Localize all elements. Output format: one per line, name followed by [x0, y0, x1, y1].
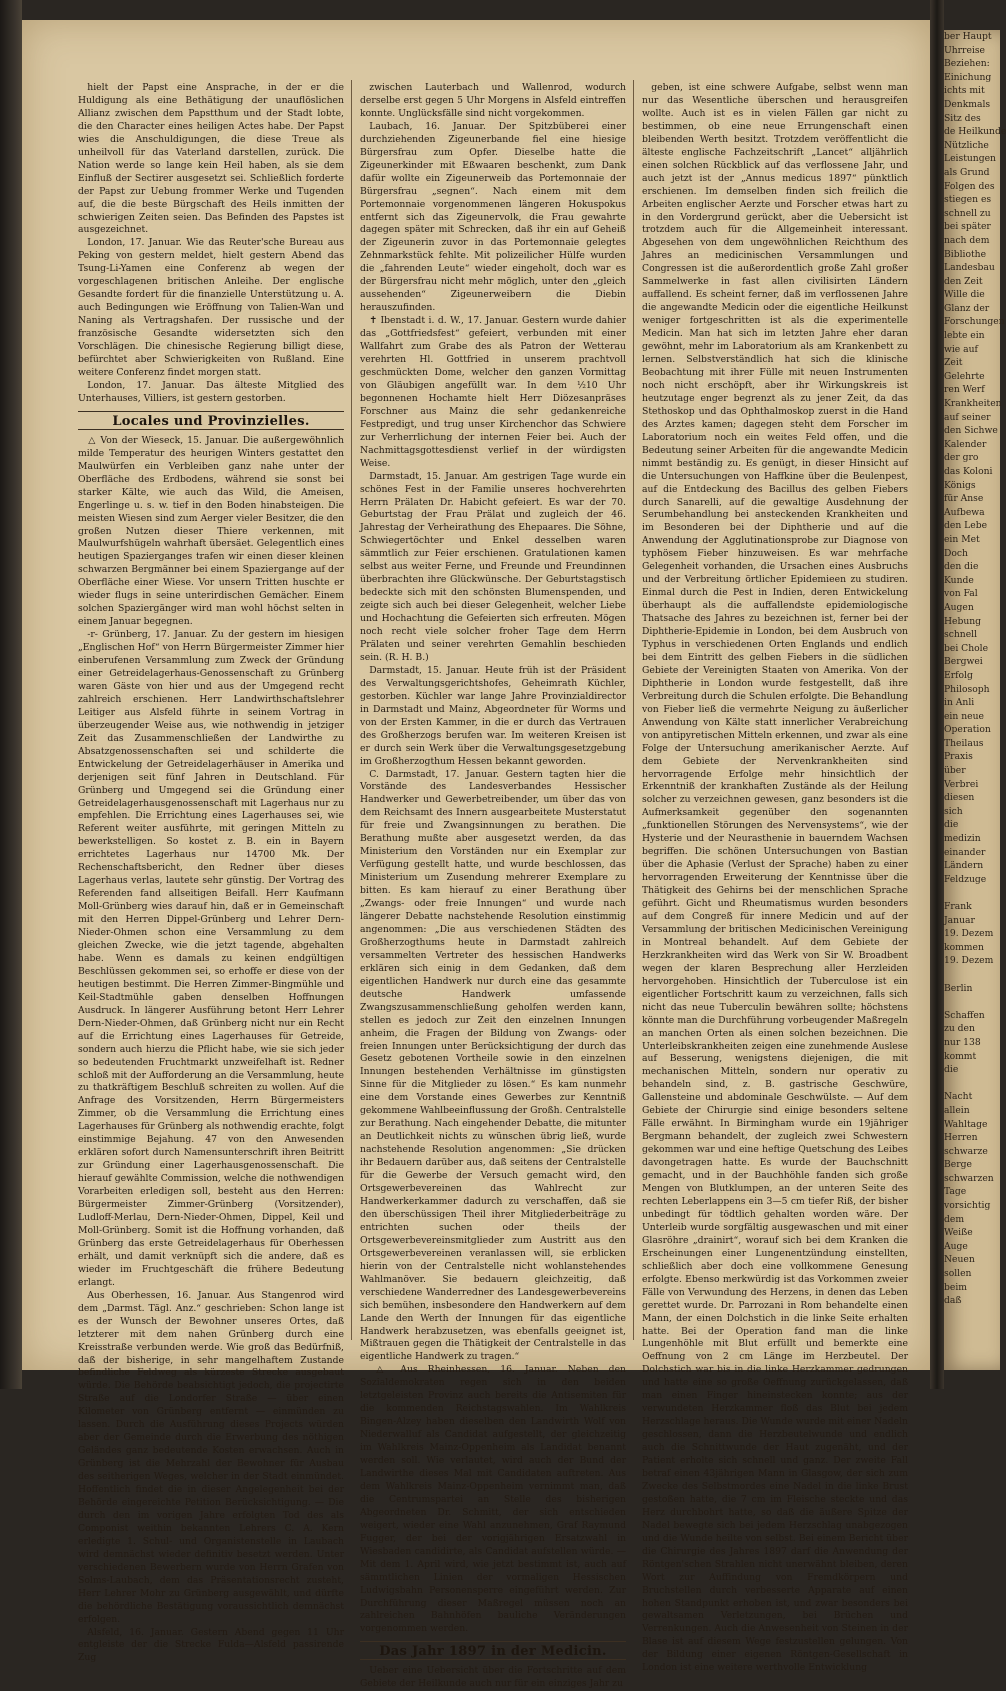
facing-page-line: das Koloni: [944, 466, 993, 477]
article-column-3: [642, 82, 908, 1675]
facing-page-line: Theilaus: [944, 737, 984, 749]
facing-page-line: ber Haupt: [944, 31, 992, 42]
article-paragraph: zwischen Lauterbach und Wallenrod, wodurch derselbe erst gegen 5 Uhr Morgens in Alsfeld eintreffen konnte. Unglücksfälle sind nicht vorgekommen.: [360, 82, 626, 119]
facing-page-line: Landesbau: [944, 262, 995, 274]
facing-page-line: [944, 1077, 1000, 1091]
facing-page-line: nach dem: [944, 234, 990, 246]
facing-page-line: Folgen des: [944, 180, 995, 192]
facing-page-line: Bergwei: [944, 656, 983, 668]
facing-page-line: Januar: [944, 914, 975, 926]
facing-page-line: diesen: [944, 792, 975, 804]
facing-page-line: Ländern: [944, 860, 984, 872]
article-paragraph: hielt der Papst eine Ansprache, in der er die Huldigung als eine Bethätigung der unauflöslichen Allianz zwischen dem Papstthum und der Stadt lobte, die den Character eines heiligen Actes habe. Der Papst wies die Anschuldigungen, die diese Treue als unheilvoll für das Vaterland darstellen, zurück. Die Nation werde so lange kein Heil haben, als sie dem Einfluß der Sectirer ausgesetzt sei. Schließlich forderte der Papst zur Uebung frommer Werke und Tugenden auf, die die beste Bürgschaft des Heils inmitten der schwierigen Zeiten seien. Das Befinden des Papstes ist ausgezeichnet.: [78, 82, 344, 236]
facing-page-line: Auge: [944, 1240, 968, 1252]
facing-page-line: Doch: [944, 547, 968, 559]
column-rule: [351, 80, 352, 1340]
facing-page-line: in Anli: [944, 697, 975, 709]
facing-page-line: Herren: [944, 1132, 978, 1144]
article-paragraph: Darmstadt, 15. Januar. Heute früh ist der Präsident des Verwaltungsgerichtshofes, Geheimrath Küchler, gestorben. Küchler war lange Jahre Provinzialdirector in Darmstadt und Mainz, Abgeordneter für Worms und von der Ersten Kammer, in die er durch das Vertrauen des Großherzogs berufen war. Im weiteren Kreisen ist er durch sein Werk über die Verwaltungsgesetzgebung im Großherzogthum Hessen bekannt geworden.: [360, 664, 626, 767]
facing-page-line: Nacht: [944, 1091, 973, 1103]
facing-page-line: Königs: [944, 479, 976, 491]
facing-page-line: beim: [944, 1281, 967, 1293]
facing-page-line: ichts mit: [944, 85, 985, 97]
facing-page-line: [944, 968, 1000, 982]
facing-page-line: den Lebe: [944, 520, 988, 532]
facing-page-line: Leistungen: [944, 153, 996, 165]
article-column-2: [360, 82, 626, 1691]
facing-page-line: Forschungen: [944, 316, 1005, 328]
facing-page-line: Erfolg: [944, 669, 973, 681]
article-column-1: [78, 82, 344, 1665]
facing-page-line: stiegen es: [944, 194, 992, 206]
facing-page-line: 19. Dezem: [944, 955, 994, 967]
section-rule: [78, 429, 344, 430]
facing-page-line: dem: [944, 1213, 965, 1225]
facing-page-line: Schaffen: [944, 1009, 985, 1021]
article-paragraph: △ Von der Wieseck, 15. Januar. Die außergewöhnlich milde Temperatur des heurigen Winters gestattet den Maulwürfen ein Verbleiben ganz nahe unter der Oberfläche des Erdbodens, während sie sonst bei starker Kälte, wie auch das Wild, die Ameisen, Engerlinge u. s. w. tief in den Boden hinabsteigen. Die meisten Wiesen sind zum Aerger vieler Besitzer, die den großen Nutzen dieser Thiere verkennen, mit Maulwurfshügeln wahrhaft übersäet. Gelegentlich eines heutigen Spazierganges trafen wir einen dieser kleinen schwarzen Bergmänner bei einem Spaziergange auf der Oberfläche einer Wiese. Vor unsern Tritten huschte er wieder flugs in seine unterirdischen Gemächer. Einem solchen Spaziergänger wird man wohl höchst selten in einem Januar begegnen.: [78, 434, 344, 628]
facing-page-line: Neuen: [944, 1254, 975, 1266]
section-heading: Locales und Provinzielles.: [112, 413, 310, 429]
facing-page-line: die: [944, 1064, 959, 1076]
facing-page-line: medizin: [944, 833, 981, 845]
article-paragraph: Aus Oberhessen, 16. Januar. Aus Stangenrod wird dem „Darmst. Tägl. Anz.“ geschrieben: Schon lange ist es der Wunsch der Bewohner unseres Ortes, daß letzterer mit dem nahen Grünberg durch eine Kreisstraße verbunden werde. Wie groß das Bedürfniß, daß der bisherige, in sehr mangelhaftem Zustande befindliche Feldweg als kürzeste Strecke ausgebaut würde. Die Behörde beabsichtigt jedoch, die projectirte Straße auf die Londorfer Straße — über einen Kilometer von Grünberg entfernt — einmünden zu lassen. Durch die Ausführung dieses Projects würden aber der Gemeinde durch die Erwerbung des nöthigen Geländes ganz bedeutende Kosten erwachsen. Auch in Grünberg ist die Mehrzahl der Bewohner für Ausbau des seitherigen Weges, welcher in der Stadt einmündet. Hoffentlich findet die in dieser Angelegenheit bei der Behörde eingereichte Petition Berücksichtigung. — Die durch den im vorigen Jahre erfolgten Tod des als Componist weithin bekannten Lehrers C. A. Kern erledigte 1. Schul- und Organistenstelle in Laubach wird demnächst wieder definitiv besetzt werden. Unter verschiedenen Bewerbern wurde von Herrn Grafen von Solms-Laubach, dem das Präsentationsrecht zusteht, Herr Lehrer Mohr zu Grünberg ausgewählt, und dürfte die behördliche Bestätigung voraussichtlich demnächst erfolgen.: [78, 1289, 344, 1625]
article-paragraph: London, 17. Januar. Das älteste Mitglied des Unterhauses, Villiers, ist gestern gestorben.: [78, 379, 344, 404]
column-rule: [633, 80, 634, 1340]
facing-page-line: [944, 995, 1000, 1009]
article-paragraph: Darmstadt, 15. Januar. Am gestrigen Tage wurde ein schönes Fest in der Familie unseres hochverehrten Herrn Prälaten Dr. Habicht gefeiert. Es war der 70. Geburtstag der Frau Prälat und zugleich der 46. Jahrestag der Verheirathung des Ehepaares. Die Söhne, Schwiegertöchter und Enkel desselben waren sämmtlich zur Feier erschienen. Gratulationen kamen selbst aus weiter Ferne, und Freunde und Freundinnen überbrachten ihre Glückwünsche. Der Geburtstagstisch bedeckte sich mit den schönsten Blumenspenden, und zeigte sich auch bei dieser Gelegenheit, welcher Liebe und Hochachtung die Gefeierten sich erfreuten. Mögen noch recht viele solcher froher Tage dem Herrn Prälaten und seiner verehrten Gemahlin beschieden sein. (R. H. B.): [360, 470, 626, 663]
facing-page-line: vorsichtig: [944, 1200, 991, 1212]
facing-page-line: sollen: [944, 1268, 972, 1280]
facing-page-line: Praxis: [944, 751, 973, 763]
section-heading: Das Jahr 1897 in der Medicin.: [379, 1644, 607, 1660]
facing-page-line: wie auf: [944, 343, 978, 355]
article-paragraph: △ Aus Rheinhessen, 16. Januar. Neben den Sozialdemokraten regen sich in den beiden letztgeleisten Provinz auch bereits die Antisemiten für die kommenden Reichstagswahlen. Im Wahlkreis Bingen-Alzey haben dieselben den Landwirth Wolf von Niederwalluf als Candidat aufgestellt, der gleichzeitig im Wahlkreis Mainz-Oppenheim als Landidat benannt werden soll. Wie verlautet, wird auch der Bund der Landwirthe dieses Mal mit Candidaten auftreten. Aus dem Wahlkreis Mainz-Oppenheim vernimmt man, daß die Centrumspartei an Stelle des bisherigen Abgeordneten Dr. Schmitt, der sich entschieden weigert, wieder eine Wahl anzunehmen, Graf Raymund Fugger, der bei der vorigjährigen Ersatzwahl in Wiesbaden candidirte, als Candidat aufstellen würde. — Mit dem 1. April wird, wie jetzt bestimmt ist, auch auf sämmtlichen Linien der vormaligen Hessischen Ludwigsbahn Personensperre eingeführt werden. Zur Durchführung dieser Maßregel müssen noch an zahlreichen Bahnhöfen bauliche Veränderungen vorgenommen werden.: [360, 1364, 626, 1635]
facing-page-line: Kalender: [944, 438, 987, 450]
facing-page-line: Aufbewa: [944, 506, 985, 518]
section-rule: [360, 1659, 626, 1660]
facing-page-line: schwarzen: [944, 1172, 994, 1184]
facing-page-line: Beziehen:: [944, 58, 990, 70]
facing-page-line: Operation: [944, 724, 991, 736]
facing-page-line: Sitz des: [944, 112, 981, 124]
facing-page-line: kommt: [944, 1050, 977, 1062]
article-paragraph: Alsfeld, 16. Januar. Gestern Abend gegen 11 Uhr entgleiste der die Strecke Fulda—Alsfeld passirende Zug: [78, 1626, 344, 1664]
facing-page-line: die: [944, 819, 959, 831]
facing-page-line: ein Met: [944, 533, 980, 545]
facing-page-line: 19. Dezem: [944, 928, 994, 940]
facing-page-line: Frank: [944, 901, 972, 912]
article-paragraph: London, 17. Januar. Wie das Reuter'sche Bureau aus Peking von gestern meldet, hielt gestern Abend das Tsung-Li-Yamen eine Conferenz ab wegen der vorgeschlagenen britischen Anleihe. Der englische Gesandte fordert für die finanzielle Unterstützung u. A. auch Bedingungen wie Eröffnung von Talien-Wan und Naning als Vertragshafen. Der russische und der französische Gesandte widersetzten sich den Vorschlägen. Die chinesische Regierung billigt diese, befürchtet aber Schwierigkeiten von Rußland. Eine weitere Conferenz findet morgen statt.: [78, 237, 344, 378]
facing-page-line: den Sichwe: [944, 425, 998, 437]
facing-page-line: schnell zu: [944, 207, 991, 219]
facing-page-line: Glanz der: [944, 302, 990, 314]
facing-page-line: Nützliche: [944, 139, 989, 151]
section-rule: [360, 1641, 626, 1642]
facing-page-line: Zeit: [944, 357, 963, 369]
facing-page-line: der gro: [944, 452, 979, 464]
facing-page-line: Weiße: [944, 1227, 973, 1239]
facing-page-line: schwarze: [944, 1145, 988, 1157]
facing-page-line: Kunde: [944, 574, 974, 586]
facing-page-line: Verbrei: [944, 778, 979, 790]
facing-page-line: schnell: [944, 629, 978, 641]
facing-page-line: ein neue: [944, 710, 984, 722]
book-gutter: [930, 0, 944, 1389]
facing-page-line: kommen: [944, 941, 984, 953]
facing-page-line: sich: [944, 805, 963, 817]
facing-page-line: ren Werf: [944, 384, 985, 396]
facing-page-line: daß: [944, 1295, 962, 1307]
article-paragraph: Ueber eine Uebersicht über die Fortschritte auf dem Gebiete der Heilkunde auch nur für ein einziges Jahr zu: [360, 1665, 626, 1690]
book-binding: [0, 0, 22, 1389]
article-paragraph: Laubach, 16. Januar. Der Spitzbüberei einer durchziehenden Zigeunerbande fiel eine hiesige Bürgersfrau zum Opfer. Dieselbe hatte die Zigeunerkinder mit Eßwaaren beschenkt, zum Dank dafür wollte ein Zigeunerweib das Portemonnaie der Bürgersfrau „segnen“. Nach einem mit dem Portemonnaie vorgenommenen längeren Hokuspokus entfernt sich das Zigeunervolk, die Frau gewahrte dagegen später mit Schrecken, daß ihr ein auf Geheiß der Zigeunerin zuvor in das Portemonnaie gelegtes Zehnmarkstück fehlte. Mit polizeilicher Hülfe wurden die „fahrenden Leute“ wieder eingeholt, doch war es der Bürgersfrau nicht mehr möglich, unter den „gleich aussehenden“ Zigeunerweibern die Diebin herauszufinden.: [360, 120, 626, 314]
facing-page-line: Wahltage: [944, 1118, 988, 1130]
facing-page-line: bei Chole: [944, 642, 989, 654]
facing-page-line: Hebung: [944, 615, 982, 627]
facing-page-line: zu den: [944, 1023, 975, 1035]
facing-page-line: einander: [944, 846, 986, 858]
facing-page-line: über: [944, 765, 966, 777]
facing-page-line: Berge: [944, 1159, 972, 1171]
facing-page-line: von Fal: [944, 588, 978, 600]
facing-page-line: Einichung: [944, 71, 992, 83]
facing-page-line: den Zeit: [944, 275, 983, 287]
facing-page-line: de Heilkunde: [944, 126, 1006, 138]
facing-page-line: [944, 886, 1000, 900]
facing-page-line: für Anse: [944, 493, 984, 505]
facing-page-fragment: [944, 30, 1006, 1370]
facing-page-line: bei später: [944, 221, 991, 233]
article-paragraph: -r- Grünberg, 17. Januar. Zu der gestern im hiesigen „Englischen Hof“ von Herrn Bürgermeister Zimmer hier einberufenen Versammlung zum Zweck der Gründung einer Getreidelagerhaus-Genossenschaft zu Grünberg waren Gäste von hier und aus der Umgegend recht zahlreich erschienen. Herr Landwirthschaftslehrer Leitiger aus Alsfeld führte in seinem Vortrag in überzeugender Weise aus, wie nothwendig in jetziger Zeit das Zusammenschließen der Landwirthe zu Absatzgenossenschaften sei und schilderte die Entwickelung der Getreidelagerhäuser in Amerika und derjenigen seit fünf Jahren in Deutschland. Für Grünberg und Umgegend sei die Gründung einer Getreidelagerhausgenossenschaft mit Lagerhaus nur zu empfehlen. Die Errichtung eines Lagerhauses sei, wie Referent weiter ausführte, mit geringen Mitteln zu bewerkstelligen. So kostet z. B. ein in Bayern errichtetes Lagerhaus nur 14700 Mk. Der Rechenschaftsbericht, den Redner über dieses Lagerhaus verlas, lautete sehr günstig. Der Vortrag des Referenden fand allseitigen Beifall. Herr Kaufmann Moll-Grünberg wies darauf hin, daß er in Gemeinschaft mit den Herren Dippel-Grünberg und Lehrer Dern-Nieder-Ohmen schon eine Versammlung zu dem gleichen Zwecke, wie die jetzt tagende, abgehalten habe. Wenn es damals zu keinen endgültigen Beschlüssen gekommen sei, so erhoffe er diese von der heutigen bestimmt. Die Herren Zimmer-Bingmühle und Keil-Stadtmühle gaben denselben Hoffnungen Ausdruck. In längerer Ausführung betont Herr Lehrer Dern-Nieder-Ohmen, daß Grünberg nicht nur ein Recht auf die Errichtung eines Lagerhauses für Getreide, sondern auch hierzu die Pflicht habe, wie sie sich jeder so bedeutenden Fruchtmarkt unzweifelhaft ist. Redner schloß mit der Aufforderung an die Versammlung, heute zu thatkräftigem Beschluß schreiten zu wollen. Auf die Anfrage des Vorsitzenden, Herrn Bürgermeisters Zimmer, ob die Versammlung die Errichtung eines Lagerhauses für Grünberg als nothwendig erachte, folgt einstimmige Bejahung. 47 von den Anwesenden erklären sofort durch Namensunterschrift ihren Beitritt zur Gründung einer Lagerhausgenossenschaft. Die hierauf gewählte Commission, welche die nothwendigen Vorarbeiten erledigen soll, besteht aus den Herren: Bürgermeister Zimmer-Grünberg (Vorsitzender), Ludloff-Merlau, Dern-Nieder-Ohmen, Dippel, Keil und Moll-Grünberg. Somit ist die Hoffnung vorhanden, daß Grünberg das erste Getreidelagerhaus für Oberhessen erhält, und damit verknüpft sich die andere, daß es wieder im Fruchtgeschäft die frühere Bedeutung erlangt.: [78, 629, 344, 1288]
facing-page-line: Berlin: [944, 982, 973, 994]
facing-page-line: Feldzuge: [944, 873, 987, 885]
facing-page-line: Krankheiten: [944, 398, 1002, 410]
facing-page-line: Philosoph: [944, 683, 990, 695]
article-paragraph: C. Darmstadt, 17. Januar. Gestern tagten hier die Vorstände des Landesverbandes Hessischer Handwerker und Gewerbetreibender, um über das von dem Reichsamt des Innern ausgearbeitete Musterstatut für freie und Zwangsinnungen zu berathen. Die Berathung mußte aber ausgesetzt werden, da das Ministerium den Vorständen nur ein Exemplar zur Verfügung gestellt hatte, und wurde beschlossen, das Ministerium um Zusendung mehrerer Exemplare zu bitten. Es kam hierauf zu einer Berathung über „Zwangs- oder freie Innungen“ und wurde nach längerer Debatte nachstehende Resolution einstimmig angenommen: „Die aus verschiedenen Städten des Großherzogthums heute in Darmstadt zahlreich versammelten Vertreter des hessischen Handwerks erklären sich einig in dem Gedanken, daß dem eigentlichen Handwerk nur durch eine das gesammte deutsche Handwerk umfassende Zwangszusammenschließung geholfen werden kann, stellen es jedoch zur Zeit den einzelnen Innungen anheim, die Fragen der Bildung von Zwangs- oder freien Innungen unter Berücksichtigung der durch das Gesetz gebotenen Vortheile sowie in den einzelnen Innungen bestehenden Verhältnisse im günstigsten Sinne für die Mitglieder zu lösen.“ Es kam nunmehr eine dem Vorstande eines Gewerbes zur Kenntniß gekommene Wahlbeeinflussung der Großh. Centralstelle zur Berathung. Nach eingehender Debatte, die mitunter an Deutlichkeit nichts zu wünschen übrig ließ, wurde nachstehende Resolution angenommen: „Sie drücken ihr Bedauern darüber aus, daß seitens der Centralstelle für die Gewerbe der Versuch gemacht wird, den Ortsgewerbevereinen das Wahlrecht zur Handwerkerkammer dadurch zu verschaffen, daß sie den überschüssigen Theil ihrer Mitgliederbeiträge zu entrichten suchen oder theils der Ortsgewerbevereinsmitglieder zum Austritt aus den Ortsgewerbevereinen veranlassen will, sie erblicken hierin von der Centralstelle nicht wohlanstehendes Wahlmanöver. Sie bedauern gleichzeitig, daß verschiedene Wanderredner des Landesgewerbevereins sich bemühen, insbesondere den Handwerkern auf dem Lande den Werth der Innungen für das eigentliche Handwerk herabzusetzen, was ebenfalls geeignet ist, Mißtrauen gegen die Thätigkeit der Centralstelle in das eigentliche Handwerk zu tragen.“: [360, 768, 626, 1363]
facing-page-line: allein: [944, 1104, 970, 1116]
facing-page-line: Uhrreise: [944, 44, 985, 56]
article-paragraph: ✝ Ibenstadt i. d. W., 17. Januar. Gestern wurde dahier das „Gottfriedsfest“ gefeiert, verbunden mit einer Wallfahrt zum Grabe des als Patron der Wetterau verehrten Hl. Gottfried in unserem prachtvoll geschmückten Dome, welcher den ganzen Vormittag von Gläubigen angefüllt war. In dem ½10 Uhr begonnenen Hochamte hielt Herr Diözesanpräses Forschner aus Mainz die sehr gedankenreiche Festpredigt, und trug unser Kirchenchor das Schwiere zur Verherrlichung der internen Feier bei. Auch der Nachmittagsgottesdienst verlief in der würdigsten Weise.: [360, 315, 626, 469]
facing-page-line: auf seiner: [944, 411, 991, 423]
article-paragraph: geben, ist eine schwere Aufgabe, selbst wenn man nur das Wesentliche überschen und herausgreifen wollte. Auch ist es in vielen Fällen gar nicht zu bestimmen, ob eine neue Errungenschaft einen bleibenden Werth besitzt. Trotzdem veröffentlicht die älteste englische Fachzeitschrift „Lancet“ alljährlich einen solchen Rückblick auf das verflossene Jahr, und auch jetzt ist der „Annus medicus 1897“ pünktlich erschienen. Im demselben finden sich freilich die Arbeiten englischer Aerzte und Forscher etwas hart zu in den Vordergrund gerückt, aber die Uebersicht ist trotzdem auch für die Allgemeinheit interessant. Abgesehen von dem ungewöhnlichen Reichthum des Jahres an medicinischen Versammlungen und Congressen ist die außerordentlich große Zahl großer Sammelwerke in fast allen civilisirten Ländern auffallend. Es scheint ferner, daß im verflossenen Jahre die angewandte Medicin oder die eigentliche Heilkunst weniger fortgeschritten ist als die experimentelle Medicin. Man hat sich im letzten Jahre eher daran gewöhnt, mehr im Laboratorium als am Krankenbett zu lernen. Selbstverständlich hat sich die klinische Beobachtung mit ihrer Fülle mit neuen Instrumenten noch nicht erschöpft, aber ihr Wirkungskreis ist heutzutage enger begrenzt als zu jener Zeit, da das Stethoskop und das Ophthalmoskop zuerst in die Hand des Arztes kamen; dagegen steht dem Forscher im Laboratorium noch ein weites Feld offen, und die Bedeutung seiner Arbeiten für die angewandte Medicin nimmt beständig zu. Es genügt, in dieser Hinsicht auf die Untersuchungen von Haffkine über die Beulenpest, auf die Entdeckung des Bacillus des gelben Fiebers durch Sanarelli, auf die gewaltige Ausdehnung der Serumbehandlung bei ansteckenden Krankheiten und im Besonderen bei der Diphtherie und auf die Anwendung der Agglutinationsprobe zur Diagnose von typhösem Fieber hinzuweisen. Es war mehrfache Gelegenheit vorhanden, die Ursachen eines Ausbruchs und der Verbreitung örtlicher Epidemieen zu studiren. Einmal durch die Pest in Indien, deren Entwickelung überhaupt als die auffallendste epidemiologische Thatsache des Jahres zu bezeichnen ist, ferner bei der Diphtherie-Epidemie in London, bei dem Ausbruch von Typhus in verschiedenen Orten Englands und endlich bei dem Eintritt des gelben Fiebers in die südlichen Gebiete der Vereinigten Staaten von Amerika. Von der Diphtherie in London wurde festgestellt, daß ihre Verbreitung durch die Schulen erfolgte. Die Behandlung von Fieber ließ die vermehrte Neigung zu äußerlicher Anwendung von Kälte statt innerlicher Verabreichung von antipyretischen Mitteln erkennen, und zwar als eine Folge der Untersuchung amerikanischer Aerzte. Auf dem Gebiete der Nervenkrankheiten sind hervorragende Erfolge mehr hinsichtlich der Erkenntniß der krankhaften Zustände als der Heilung solcher zu verzeichnen gewesen, ganz besonders ist die Aufmerksamkeit gegenüber den sogenannten „funktionellen Störungen des Nervensystems“, wie der Hysterie und der Neurasthenie in bauerndem Wachsen begriffen. Die schönen Untersuchungen von Bastian über die Aphasie (Verlust der Sprache) haben zu einer hervorragenden Erweiterung der Kenntnisse über die Thätigkeit des Gehirns bei der menschlichen Sprache geführt. Gicht und Rheumatismus wurden besonders auf dem Congreß für innere Medicin und auf der Versammlung der britischen Medicinischen Vereinigung in Montreal behandelt. Auf dem Gebiete der Herzkrankheiten wird das Werk von Sir W. Broadbent wegen der klaren Besprechung aller Herzleiden hervorgehoben. Hinsichtlich der Tuberculose ist ein eigentlicher Fortschritt kaum zu verzeichnen, falls sich nicht das neue Tuberculin bewähren sollte; höchstens könnte man die Durchführung vorbeugender Maßregeln an manchen Orten als einen solchen bezeichnen. Die Unterleibskrankheiten zeigen eine zunehmende Auslese auf Besserung, wenigstens diejenigen, die mit mechanischen Mitteln, sondern nur operativ zu behandeln sind, z. B. gastrische Geschwüre, Gallensteine und abdominale Geschwülste. — Auf dem Gebiete der Chirurgie sind einige besonders seltene Fälle erwähnt. In Birmingham wurde ein 19jähriger Bergmann behandelt, der zugleich zwei Schwestern gekommen war und eine heftige Quetschung des Leibes davongetragen hatte. Es wurde der Bauchschnitt gemacht, und in der Bauchhöhle fanden sich große Mengen von Blutklumpen, an der unteren Seite des rechten Leberlappens ein 3—5 cm tiefer Riß, der bisher unbedingt für tödtlich gehalten worden wäre. Der Unterleib wurde sorgfältig ausgewaschen und mit einer Glasröhre „drainirt“, worauf sich bei dem Kranken die Erscheinungen einer Lungenentzündung einstellten, schließlich aber doch eine vollkommene Genesung erfolgte. Ebenso merkwürdig ist das Vorkommen zweier Fälle von Verwundung des Herzens, in denen das Leben gerettet wurde. Dr. Parrozani in Rom behandelte einen Mann, der einen Dolchstich in die linke Seite erhalten hatte. Bei der Operation fand man die linke Lungenhöhle mit Blut erfüllt und bemerkte eine Oeffnung von 2 cm Länge im Herzbeutel. Der Dolchstich war bis in die linke Herzkammer gedrungen und hatte eine so große Oeffnung zurückgelassen, daß man einen Finger hineinstecken konnte; aus der verwundeten Herzkammer floß das Blut bei jedem Herzschlage heraus. Die Wunde wurde mit einer Nadeln geschlossen, dann die Herzbeutelwunde und endlich auch die Schnittwunde der Haut zugenäht, und der Patient erholte sich schnell und ganz. Der zweite Fall betraf einen 43jährigen Mann in Glasgow, der sich zum Zwecke des Selbstmordes eine Nadel in die linke Brust gestoßen hatte, die 7 cm im Fleische steckte und das Herz durchbohrt hatte, so daß die äußere Spitze der Nadel bewegte sich bei jedem Herzschlag unabgezogen und die Wunde heilte von selbst. Bei einem Bericht über die Chirurgie des Jahres 1897 darf die Anwendung der Röntgen'schen Strahlen nicht unerwähnt bleiben, deren Wort zur Auffindung von Fremdkörpern und Bruchstellen durch verbesserte Apparate auf einen hohen Standpunkt erhoben ist, und zwar besonders bei gewaltsamen Verletzungen, bei Brüchen und Verrenkungen. Auch die Anwesenheit von Steinen in der Blase ist auf diesem Wege festzustellen gelungen. Von der Bildung einer eigenen Röntgen-Gesellschaft in London ist eine weitere werthvolle Entwicklung: [642, 82, 908, 1674]
facing-page-line: den die: [944, 561, 979, 573]
facing-page-line: Bibliothe: [944, 248, 987, 260]
facing-page-line: Denkmals: [944, 98, 991, 110]
facing-page-line: Wille die: [944, 289, 985, 301]
facing-page-line: Gelehrte: [944, 370, 985, 382]
facing-page-line: lebte ein: [944, 330, 985, 342]
section-rule: [78, 411, 344, 412]
facing-page-line: Augen: [944, 601, 974, 613]
facing-page-line: nur 138: [944, 1036, 981, 1048]
facing-page-line: als Grund: [944, 166, 990, 178]
facing-page-line: Tage: [944, 1186, 967, 1198]
